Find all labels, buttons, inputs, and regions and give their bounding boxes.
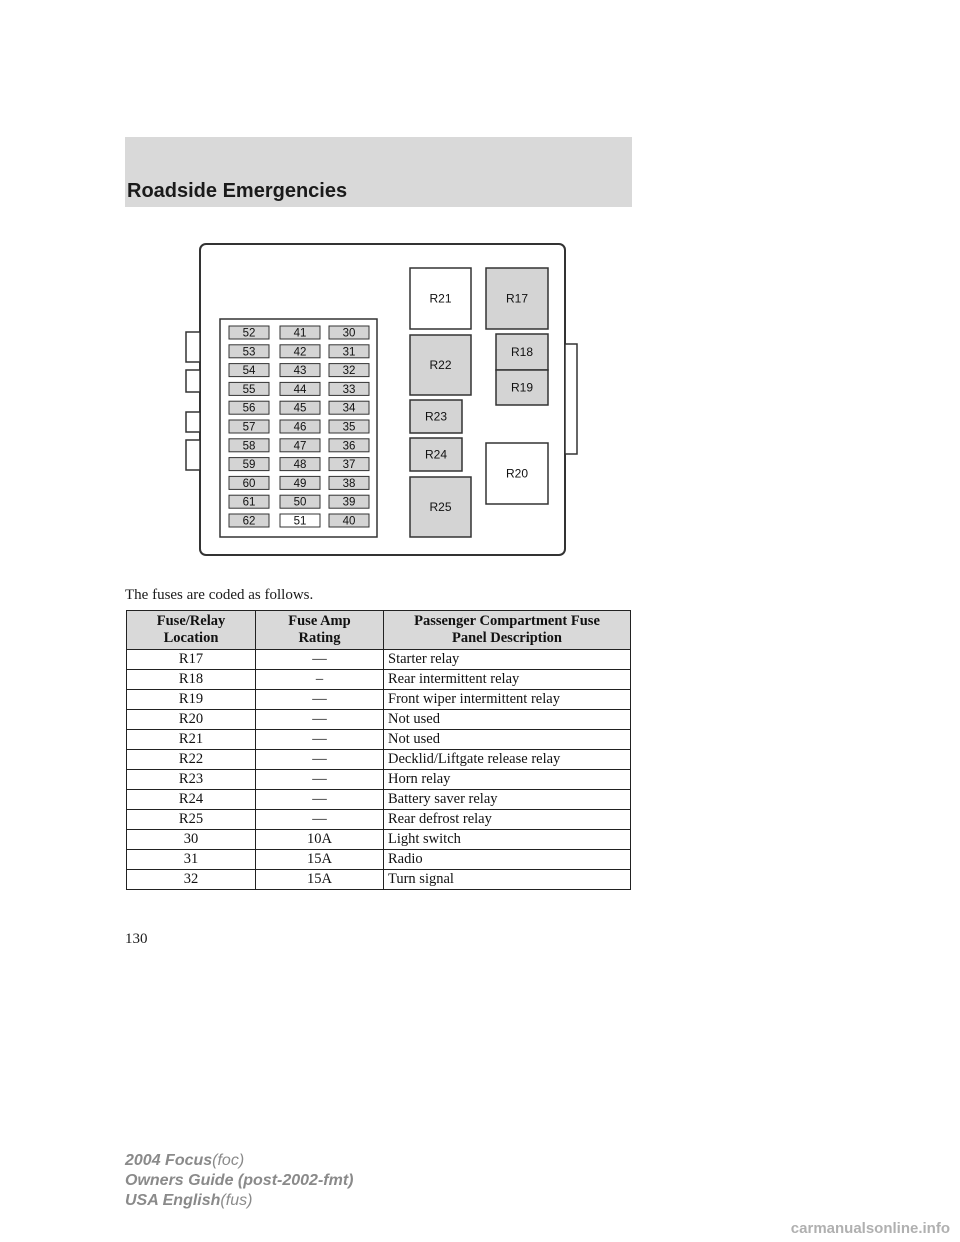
table-row xyxy=(127,790,631,810)
table-row xyxy=(127,710,631,730)
fuse-label: 60 xyxy=(242,477,256,490)
footer-model: 2004 Focus xyxy=(125,1152,213,1169)
cell-location: 32 xyxy=(127,870,256,890)
fuse-label: 62 xyxy=(242,515,256,528)
fuse-label: 34 xyxy=(342,402,356,415)
fuse-label: 52 xyxy=(242,327,256,340)
fuse-label: 32 xyxy=(342,365,356,378)
cell-location: 30 xyxy=(127,830,256,850)
cell-description: Not used xyxy=(384,730,631,750)
cell-amp-rating: 10A xyxy=(256,830,384,850)
cell-description: Front wiper intermittent relay xyxy=(384,690,631,710)
fuse-label: 45 xyxy=(293,402,307,415)
cell-amp-rating: — xyxy=(256,790,384,810)
page-number: 130 xyxy=(125,931,148,947)
footer-language: USA English xyxy=(125,1192,221,1209)
fuse-label: 50 xyxy=(293,496,307,509)
cell-amp-rating: — xyxy=(256,750,384,770)
fuse-label: 46 xyxy=(293,421,307,434)
table-row xyxy=(127,850,631,870)
cell-description: Starter relay xyxy=(384,650,631,670)
fuse-label: 42 xyxy=(293,346,307,359)
relay-label: R18 xyxy=(510,345,534,359)
relay-label: R20 xyxy=(505,466,529,481)
fuse-label: 43 xyxy=(293,365,307,378)
fuse-label: 47 xyxy=(293,440,307,453)
fuse-label: 30 xyxy=(342,327,356,340)
table-row xyxy=(127,770,631,790)
table-row xyxy=(127,870,631,890)
fuse-table xyxy=(126,610,631,890)
cell-description: Turn signal xyxy=(384,870,631,890)
cell-amp-rating: — xyxy=(256,770,384,790)
panel-tab xyxy=(186,370,200,392)
fuse-label: 39 xyxy=(342,496,356,509)
table-row xyxy=(127,830,631,850)
fuse-label: 33 xyxy=(342,383,356,396)
fuse-label: 59 xyxy=(242,459,256,472)
cell-description: Rear defrost relay xyxy=(384,810,631,830)
footer xyxy=(125,1151,353,1211)
relay-label: R17 xyxy=(505,291,529,306)
table-row xyxy=(127,810,631,830)
cell-amp-rating: 15A xyxy=(256,850,384,870)
cell-location: R22 xyxy=(127,750,256,770)
fuse-label: 51 xyxy=(293,515,307,528)
cell-description: Light switch xyxy=(384,830,631,850)
cell-amp-rating: — xyxy=(256,710,384,730)
header-location: Fuse/Relay Location xyxy=(127,611,256,650)
cell-amp-rating: — xyxy=(256,690,384,710)
table-header-row xyxy=(127,611,631,650)
fuse-label: 44 xyxy=(293,383,307,396)
cell-location: R23 xyxy=(127,770,256,790)
table-row xyxy=(127,670,631,690)
fuse-label: 38 xyxy=(342,477,356,490)
fuse-label: 41 xyxy=(293,327,307,340)
cell-description: Decklid/Liftgate release relay xyxy=(384,750,631,770)
table-row xyxy=(127,650,631,670)
cell-amp-rating: — xyxy=(256,650,384,670)
cell-location: R20 xyxy=(127,710,256,730)
footer-language-code: (fus) xyxy=(220,1192,253,1209)
section-title: Roadside Emergencies xyxy=(127,180,348,202)
cell-description: Horn relay xyxy=(384,770,631,790)
fuse-label: 35 xyxy=(342,421,356,434)
relay-label: R25 xyxy=(429,500,452,514)
intro-text: The fuses are coded as follows. xyxy=(125,587,314,603)
relay-label: R24 xyxy=(424,447,448,462)
fuse-label: 53 xyxy=(242,346,256,359)
cell-description: Battery saver relay xyxy=(384,790,631,810)
cell-location: R19 xyxy=(127,690,256,710)
cell-description: Not used xyxy=(384,710,631,730)
cell-location: R24 xyxy=(127,790,256,810)
panel-tab xyxy=(186,412,200,432)
fuse-label: 31 xyxy=(342,346,356,359)
table-row xyxy=(127,690,631,710)
fuse-label: 55 xyxy=(242,383,256,396)
fuse-panel-diagram xyxy=(180,240,580,560)
fuse-label: 61 xyxy=(242,496,256,509)
cell-location: R18 xyxy=(127,670,256,690)
cell-amp-rating: – xyxy=(256,670,384,690)
panel-tab xyxy=(186,332,200,362)
fuse-table-body xyxy=(127,650,631,890)
header-description: Passenger Compartment Fuse Panel Description xyxy=(384,611,631,650)
fuse-label: 54 xyxy=(242,365,256,378)
cell-amp-rating: — xyxy=(256,730,384,750)
cell-description: Rear intermittent relay xyxy=(384,670,631,690)
cell-location: R25 xyxy=(127,810,256,830)
header-amp-rating: Fuse Amp Rating xyxy=(256,611,384,650)
watermark: carmanualsonline.info xyxy=(790,1220,950,1237)
cell-amp-rating: 15A xyxy=(256,870,384,890)
relay-label: R19 xyxy=(510,380,534,395)
footer-guide: Owners Guide (post-2002-fmt) xyxy=(125,1172,354,1189)
fuse-label: 56 xyxy=(242,402,256,415)
fuse-label: 37 xyxy=(342,459,356,472)
fuse-label: 57 xyxy=(242,421,256,434)
fuse-label: 49 xyxy=(293,477,307,490)
cell-location: 31 xyxy=(127,850,256,870)
relay-label: R23 xyxy=(424,409,448,424)
fuse-label: 40 xyxy=(342,515,356,528)
cell-location: R17 xyxy=(127,650,256,670)
footer-model-code: (foc) xyxy=(212,1152,245,1169)
relay-label: R21 xyxy=(429,291,452,306)
fuse-label: 58 xyxy=(242,440,256,453)
fuse-group xyxy=(229,326,369,528)
table-row xyxy=(127,750,631,770)
fuse-label: 36 xyxy=(342,440,356,453)
panel-tab xyxy=(186,440,200,470)
fuse-label: 48 xyxy=(293,459,307,472)
cell-location: R21 xyxy=(127,730,256,750)
cell-amp-rating: — xyxy=(256,810,384,830)
relay-label: R22 xyxy=(429,358,452,372)
cell-description: Radio xyxy=(384,850,631,870)
panel-tab xyxy=(565,344,577,454)
table-row xyxy=(127,730,631,750)
